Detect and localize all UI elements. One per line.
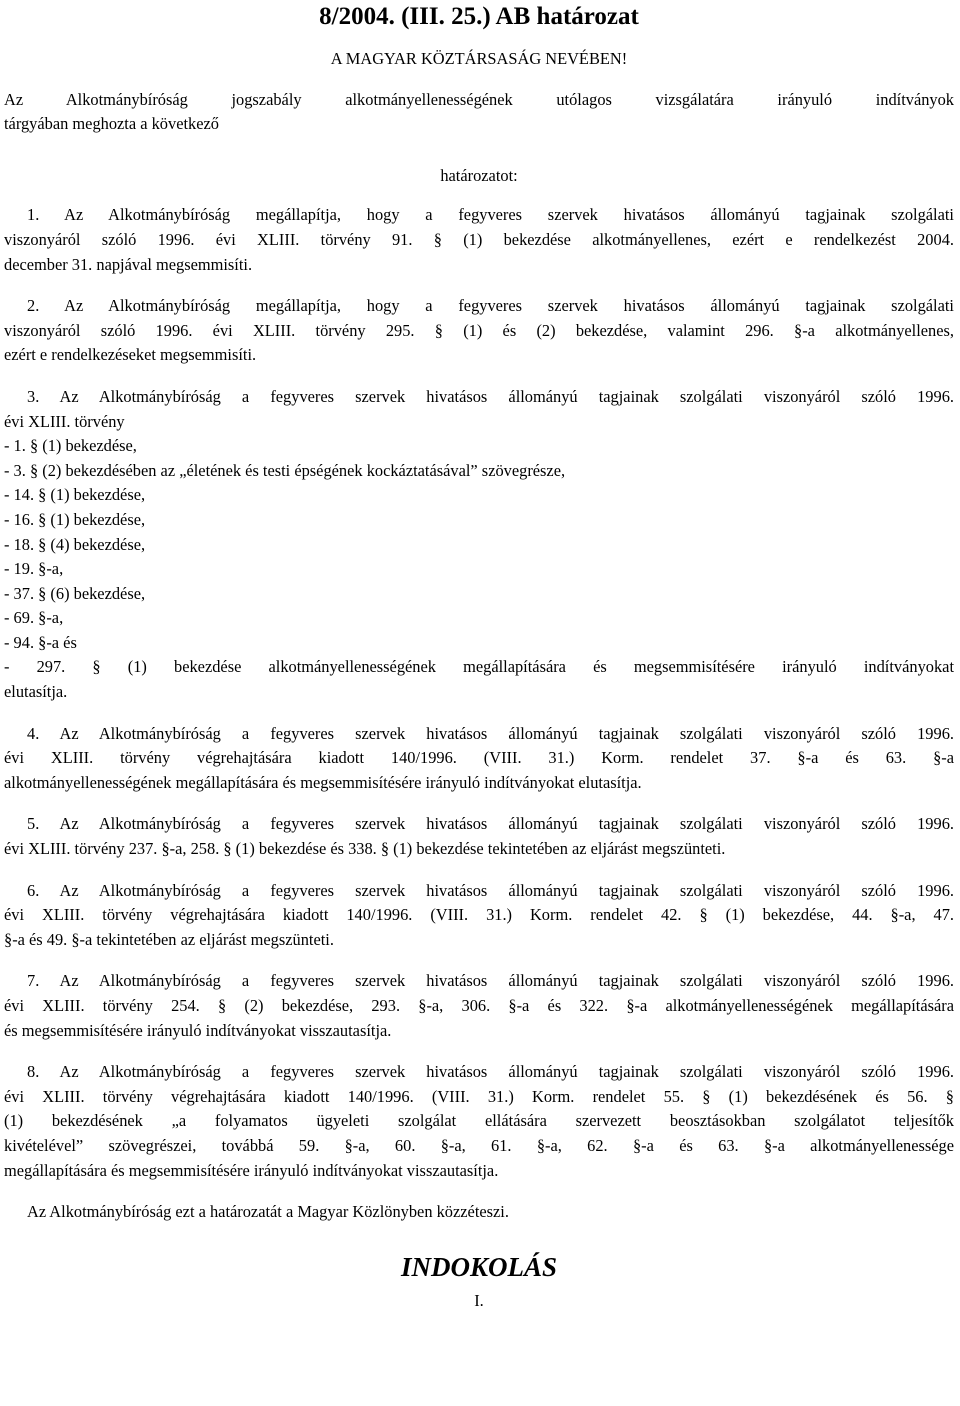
point-line: ezért e rendelkezéseket megsemmisíti.: [4, 345, 257, 365]
point-line: 7. Az Alkotmánybíróság a fegyveres szervek hivatásos állományú tagjainak szolgálati viszonyáról szóló 1996.: [27, 971, 954, 991]
point-8: [4, 1060, 954, 1183]
point-line: megállapítására és megsemmisítésére irányuló indítványokat visszautasítja.: [4, 1160, 499, 1180]
point-line: viszonyáról szóló 1996. évi XLIII. törvény 295. § (1) és (2) bekezdése, valamint 296. §-a alkotmányellenes,: [4, 320, 954, 340]
list-item: - 1. § (1) bekezdése,: [4, 436, 137, 456]
point-4: [4, 722, 954, 796]
list-item: - 16. § (1) bekezdése,: [4, 509, 146, 529]
document-page: [0, 2, 960, 1406]
point-line: évi XLIII. törvény végrehajtására kiadott 140/1996. (VIII. 31.) Korm. rendelet 55. § (1) bekezdésének és 56. §: [4, 1086, 954, 1106]
decision-label: határozatot:: [440, 165, 518, 185]
point-7: [4, 969, 954, 1043]
point-line: 3. Az Alkotmánybíróság a fegyveres szervek hivatásos állományú tagjainak szolgálati viszonyáról szóló 1996.: [27, 386, 954, 406]
point-line: viszonyáról szóló 1996. évi XLIII. törvény 91. § (1) bekezdése alkotmányellenes, ezért e rendelkezést 2004.: [4, 229, 954, 249]
list-item: - 69. §-a,: [4, 608, 64, 628]
list-item: - 19. §-a,: [4, 559, 64, 579]
point-5: [4, 812, 954, 861]
point-line: és megsemmisítésére irányuló indítványokat visszautasítja.: [4, 1020, 392, 1040]
point-line: évi XLIII. törvény 254. § (2) bekezdése, 293. §-a, 306. §-a és 322. §-a alkotmányellenességének megállapítására: [4, 996, 954, 1015]
point-line: évi XLIII. törvény végrehajtására kiadott 140/1996. (VIII. 31.) Korm. rendelet 37. §-a és 63. §-a: [4, 748, 954, 768]
list-item: - 94. §-a és: [4, 632, 77, 652]
point-1: [4, 203, 954, 277]
point-3: [4, 385, 954, 705]
point-line: december 31. napjával megsemmisíti.: [4, 254, 253, 274]
point-line: 6. Az Alkotmánybíróság a fegyveres szervek hivatásos állományú tagjainak szolgálati viszonyáról szóló 1996.: [27, 880, 954, 900]
closing-statement: Az Alkotmánybíróság ezt a határozatát a Magyar Közlönyben közzéteszi.: [27, 1202, 509, 1222]
list-item: - 18. § (4) bekezdése,: [4, 534, 146, 554]
reasoning-heading: INDOKOLÁS: [400, 1251, 558, 1282]
point-line: 1. Az Alkotmánybíróság megállapítja, hogy a fegyveres szervek hivatásos állományú tagjainak szolgálati: [27, 205, 954, 225]
point-line: évi XLIII. törvény: [4, 411, 125, 431]
point-line: alkotmányellenességének megállapítására és megsemmisítésére irányuló indítványokat elutasítja.: [4, 772, 642, 792]
document-title: 8/2004. (III. 25.) AB határozat: [319, 3, 639, 30]
point-line: kivételével” szövegrészei, továbbá 59. §-a, 60. §-a, 61. §-a, 62. §-a és 63. §-a alkotmányellenessége: [4, 1135, 954, 1155]
point-line: évi XLIII. törvény végrehajtására kiadott 140/1996. (VIII. 31.) Korm. rendelet 42. § (1) bekezdése, 44. §-a, 47.: [4, 905, 954, 925]
point-line: 2. Az Alkotmánybíróság megállapítja, hogy a fegyveres szervek hivatásos állományú tagjainak szolgálati: [27, 296, 954, 316]
intro-line: Az Alkotmánybíróság jogszabály alkotmányellenességének utólagos vizsgálatára irányuló indítványok: [4, 89, 954, 109]
document-subtitle: A MAGYAR KÖZTÁRSASÁG NEVÉBEN!: [330, 49, 628, 68]
point-line: - 297. § (1) bekezdése alkotmányellenességének megállapítására és megsemmisítésére irányuló indítványokat: [4, 657, 954, 677]
list-item: - 14. § (1) bekezdése,: [4, 485, 146, 505]
point-line: 8. Az Alkotmánybíróság a fegyveres szervek hivatásos állományú tagjainak szolgálati viszonyáról szóló 1996.: [27, 1062, 954, 1082]
reasoning-section-number: I.: [474, 1290, 484, 1310]
list-item: - 37. § (6) bekezdése,: [4, 583, 146, 603]
list-item: - 3. § (2) bekezdésében az „életének és testi épségének kockáztatásával” szövegrésze,: [4, 460, 566, 480]
point-line: 5. Az Alkotmánybíróság a fegyveres szervek hivatásos állományú tagjainak szolgálati viszonyáról szóló 1996.: [27, 814, 954, 834]
point-line: elutasítja.: [4, 682, 68, 702]
intro-line: tárgyában meghozta a következő: [4, 114, 219, 134]
intro-paragraph: [4, 88, 954, 137]
point-line: 4. Az Alkotmánybíróság a fegyveres szervek hivatásos állományú tagjainak szolgálati viszonyáról szóló 1996.: [27, 723, 954, 743]
point-line: §-a és 49. §-a tekintetében az eljárást megszünteti.: [4, 929, 334, 949]
point-6: [4, 879, 954, 953]
point-line: (1) bekezdésének „a folyamatos ügyeleti szolgálat ellátására szervezett beosztásokban szolgálatot teljesítők: [4, 1111, 954, 1131]
point-2: [4, 294, 954, 368]
point-line: évi XLIII. törvény 237. §-a, 258. § (1) bekezdése és 338. § (1) bekezdése tekintetében az eljárást megszünteti.: [4, 839, 726, 859]
